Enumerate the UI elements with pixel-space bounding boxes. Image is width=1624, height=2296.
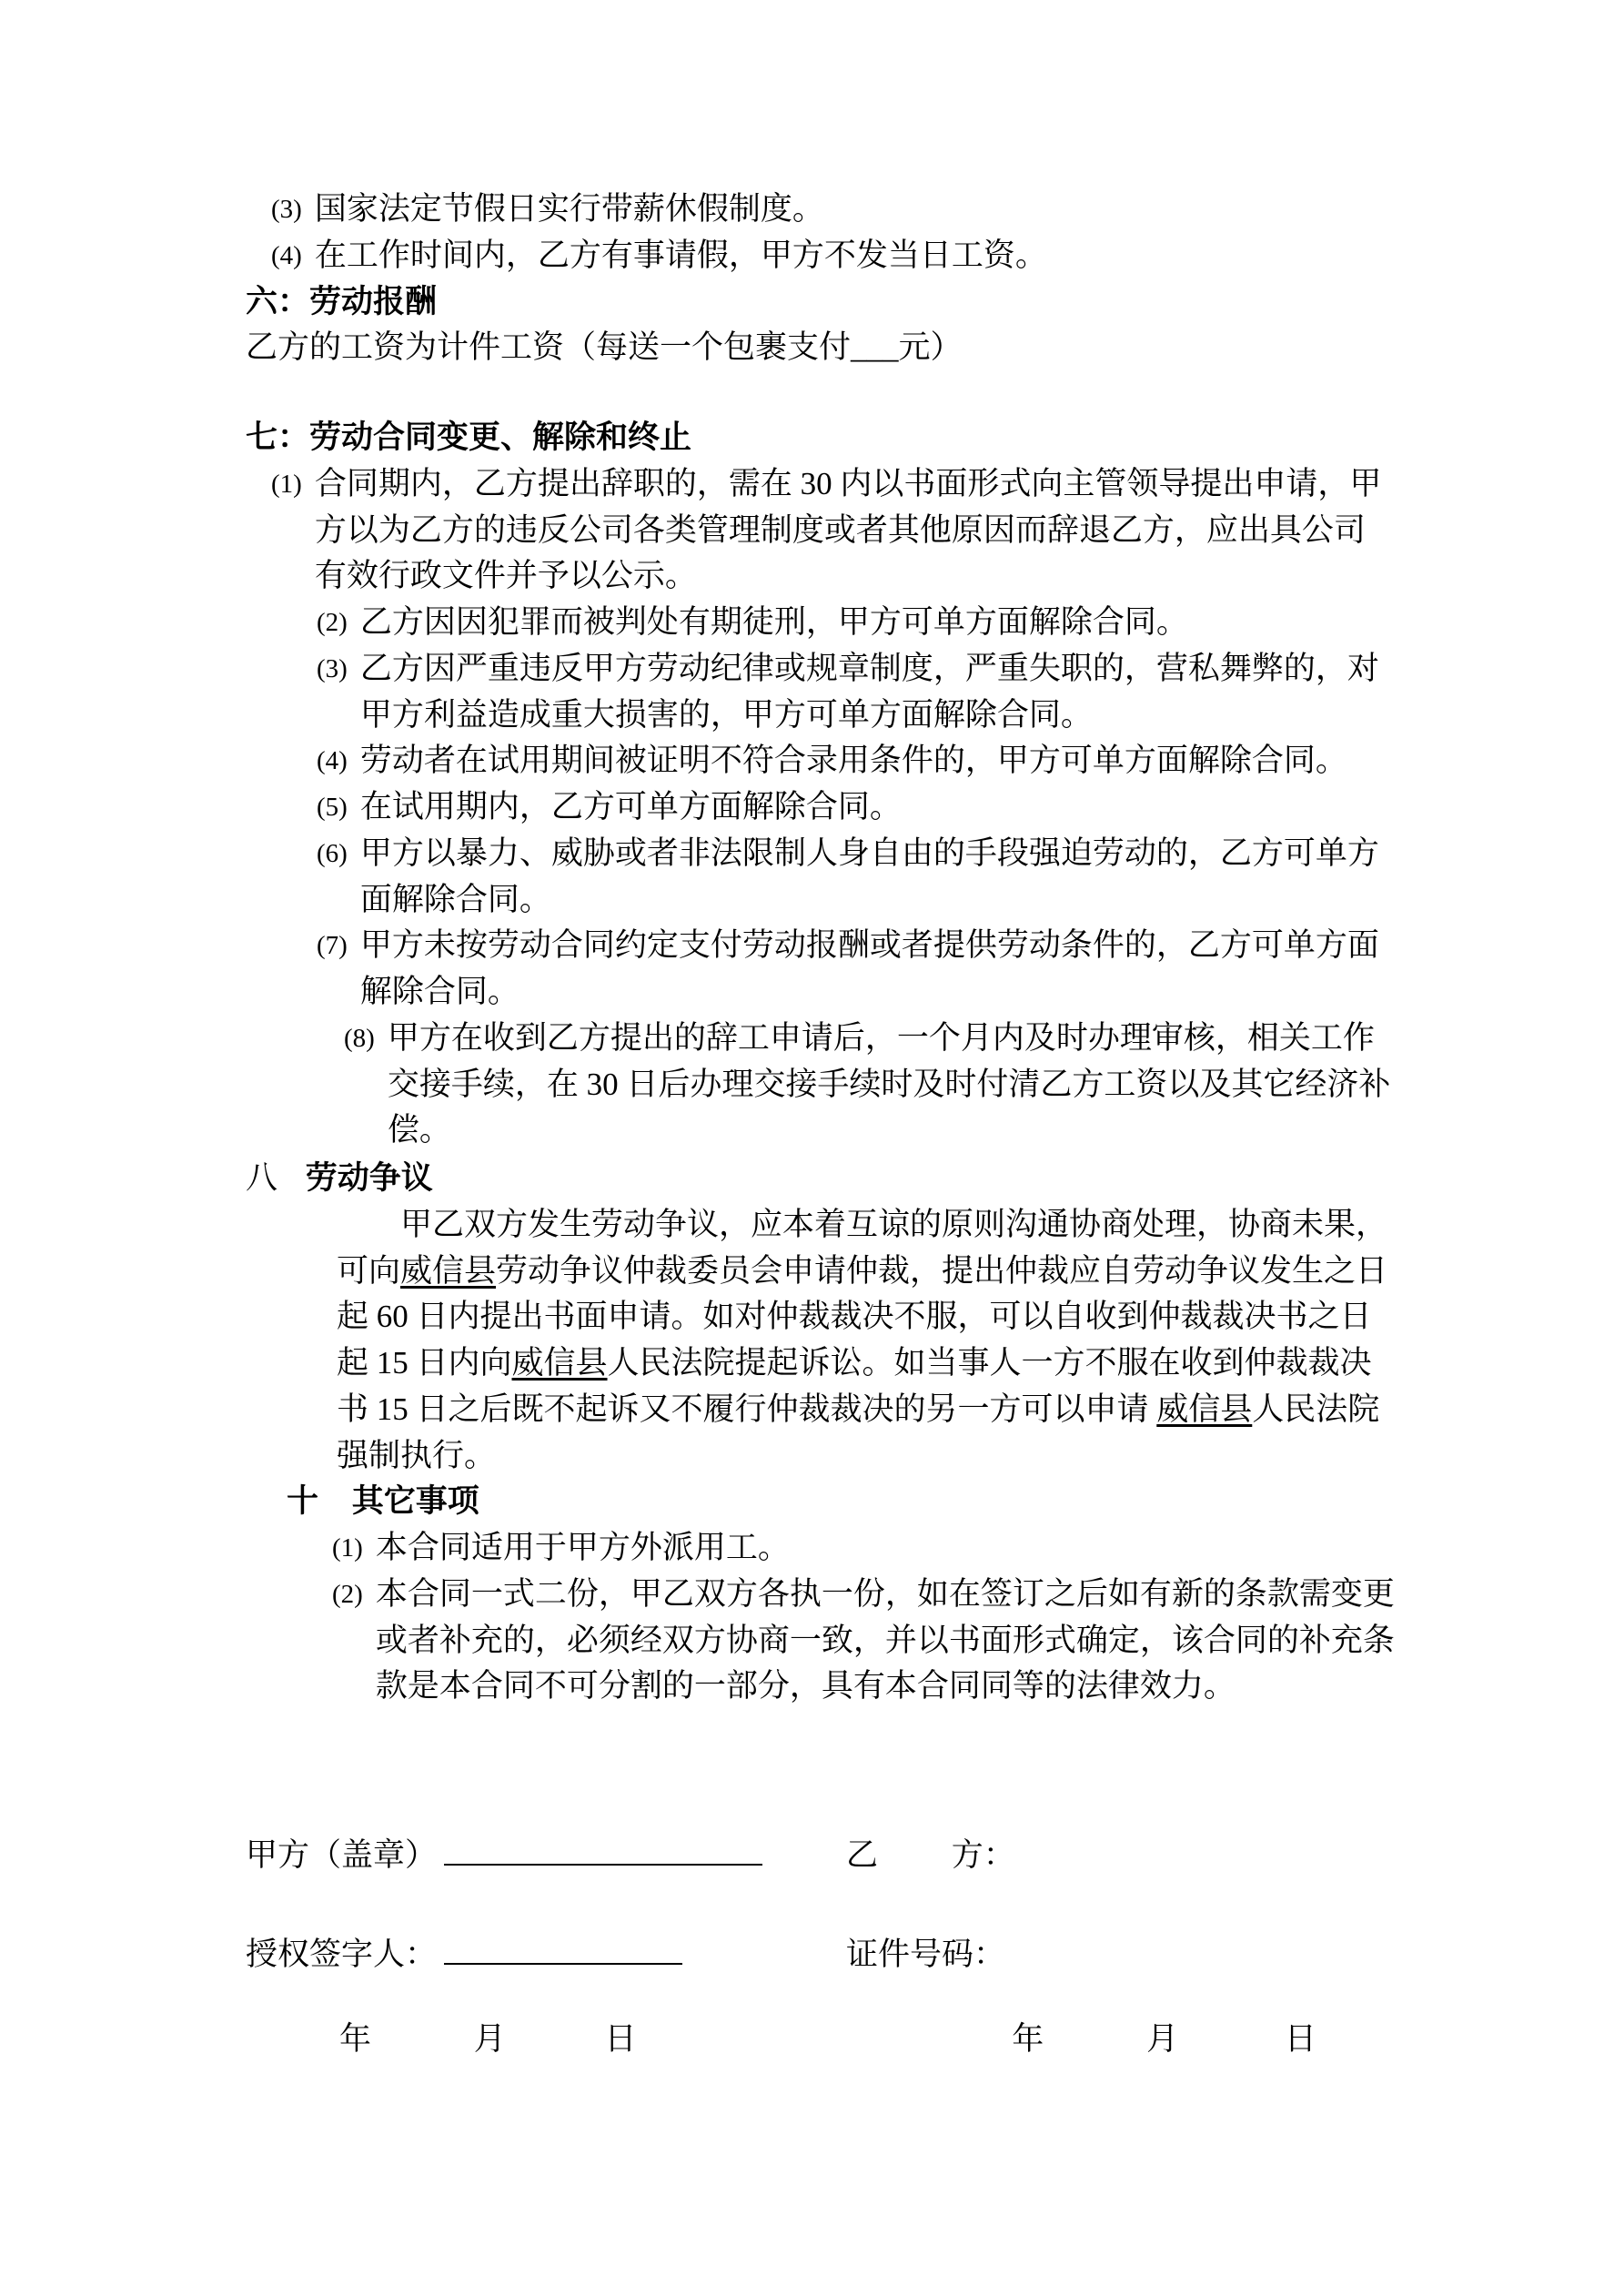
clause-number: (1) <box>332 1533 363 1563</box>
clause-row <box>317 923 1397 1016</box>
clause-number: (5) <box>317 793 348 822</box>
clause-number: (3) <box>317 653 348 683</box>
signer-row <box>246 1930 1397 1979</box>
clause-row <box>317 738 1397 784</box>
clause-number: (8) <box>344 1023 375 1053</box>
underlined-county-name: 威信县 <box>511 1345 608 1381</box>
clause-text: 乙方因因犯罪而被判处有期徒刑，甲方可单方面解除合同。 <box>359 604 1188 640</box>
section-ten-number: 十 <box>287 1483 319 1520</box>
paragraph-segment: 劳动争议仲裁委员会申请仲裁，提出仲裁应自劳动争议发生之日起 60 日内提出书面申请。如对仲裁裁决不服，可以自收到仲裁裁决书之日起 15 日内向 <box>337 1252 1388 1381</box>
clause-row <box>344 1016 1397 1154</box>
date-month-label: 月 <box>1146 2021 1179 2057</box>
clause-number: (1) <box>271 469 302 499</box>
date-day-label: 日 <box>1284 2021 1316 2057</box>
clause-row <box>317 600 1397 646</box>
party-a-signature-line <box>444 1830 762 1866</box>
clause-row <box>317 831 1397 924</box>
clause-row <box>332 1572 1397 1710</box>
section-eight-paragraph <box>337 1202 1397 1480</box>
clause-row <box>271 187 1397 233</box>
date-month-label: 月 <box>473 2021 506 2057</box>
id-number-label: 证件号码： <box>846 1937 1006 1973</box>
party-b-label-suffix: 方： <box>951 1836 1015 1873</box>
section-six-heading: 六：劳动报酬 <box>246 283 438 319</box>
clause-text: 本合同一式二份，甲乙双方各执一份，如在签订之后如有新的条款需变更或者补充的，必须经双方协商一致，并以书面形式确定，该合同的补充条款是本合同不可分割的一部分，具有本合同同等的法律效力。 <box>375 1575 1395 1704</box>
signature-block <box>246 1830 1397 2063</box>
party-b-label-prefix: 乙 <box>846 1836 879 1873</box>
section-six-body: 乙方的工资为计件工资（每送一个包裹支付___元） <box>246 329 963 366</box>
clause-number: (4) <box>317 746 348 776</box>
clause-text: 本合同适用于甲方外派用工。 <box>375 1530 790 1565</box>
paragraph-segment: 甲乙双方发生劳动争议，应本着互谅的原则沟通协商处理，协商未果，可向 <box>337 1206 1388 1289</box>
party-signature-row <box>246 1830 1397 1879</box>
party-b-field <box>846 1833 1015 1879</box>
clause-text: 合同期内，乙方提出辞职的，需在 30 内以书面形式向主管领导提出申请，甲方以为乙方的违反公司各类管理制度或者其他原因而辞退乙方，应出具公司有效行政文件并予以公示。 <box>314 465 1382 594</box>
clause-row <box>271 461 1397 600</box>
clause-text: 国家法定节假日实行带薪休假制度。 <box>314 191 824 227</box>
date-year-label: 年 <box>1012 2021 1044 2057</box>
date-day-label: 日 <box>604 2021 637 2057</box>
section-seven-heading: 七：劳动合同变更、解除和终止 <box>246 420 692 455</box>
section-ten-title: 其它事项 <box>351 1483 479 1520</box>
clause-row <box>271 233 1397 279</box>
clause-number: (2) <box>317 608 348 637</box>
clause-text: 劳动者在试用期间被证明不符合录用条件的，甲方可单方面解除合同。 <box>359 743 1347 779</box>
clause-text: 在工作时间内，乙方有事请假，甲方不发当日工资。 <box>314 237 1047 273</box>
paragraph-segment: 人民法院提起诉讼。如当事人一方不服在收到仲裁裁决书 15 日之后既不起诉又不履行仲裁裁决的另一方可以申请 <box>337 1345 1372 1427</box>
date-row <box>246 2017 1397 2063</box>
party-a-label: 甲方（盖章） <box>246 1836 438 1873</box>
id-number-field <box>846 1932 1005 1978</box>
signer-signature-line <box>444 1930 682 1966</box>
clause-text: 甲方在收到乙方提出的辞工申请后，一个月内及时办理审核，相关工作交接手续，在 30 日后办理交接手续时及时付清乙方工资以及其它经济补偿。 <box>387 1019 1391 1148</box>
authorized-signer-label: 授权签字人： <box>246 1937 438 1973</box>
party-a-field <box>246 1830 846 1879</box>
paragraph-segment: 人民法院强制执行。 <box>337 1391 1380 1473</box>
section-eight-heading <box>246 1156 1397 1202</box>
clause-number: (4) <box>271 240 302 270</box>
date-year-label: 年 <box>339 2021 372 2057</box>
clause-number: (7) <box>317 931 348 961</box>
underlined-county-name: 威信县 <box>1156 1391 1253 1427</box>
clause-row <box>317 646 1397 739</box>
clause-number: (3) <box>271 195 302 224</box>
clause-row <box>332 1525 1397 1572</box>
section-ten-heading <box>287 1479 1397 1525</box>
section-eight-title: 劳动争议 <box>305 1160 433 1196</box>
section-eight-number: 八 <box>246 1160 278 1196</box>
underlined-county-name: 威信县 <box>400 1252 497 1289</box>
authorized-signer-field <box>246 1930 846 1979</box>
clause-text: 甲方以暴力、威胁或者非法限制人身自由的手段强迫劳动的，乙方可单方面解除合同。 <box>359 834 1379 917</box>
clause-row <box>317 784 1397 831</box>
clause-number: (2) <box>332 1579 363 1609</box>
clause-text: 甲方未按劳动合同约定支付劳动报酬或者提供劳动条件的，乙方可单方面解除合同。 <box>359 927 1379 1009</box>
clause-number: (6) <box>317 838 348 868</box>
clause-text: 在试用期内，乙方可单方面解除合同。 <box>359 789 902 824</box>
section-ten-items <box>332 1525 1397 1710</box>
clause-text: 乙方因严重违反甲方劳动纪律或规章制度，严重失职的，营私舞弊的，对甲方利益造成重大损害的，甲方可单方面解除合同。 <box>359 650 1379 733</box>
